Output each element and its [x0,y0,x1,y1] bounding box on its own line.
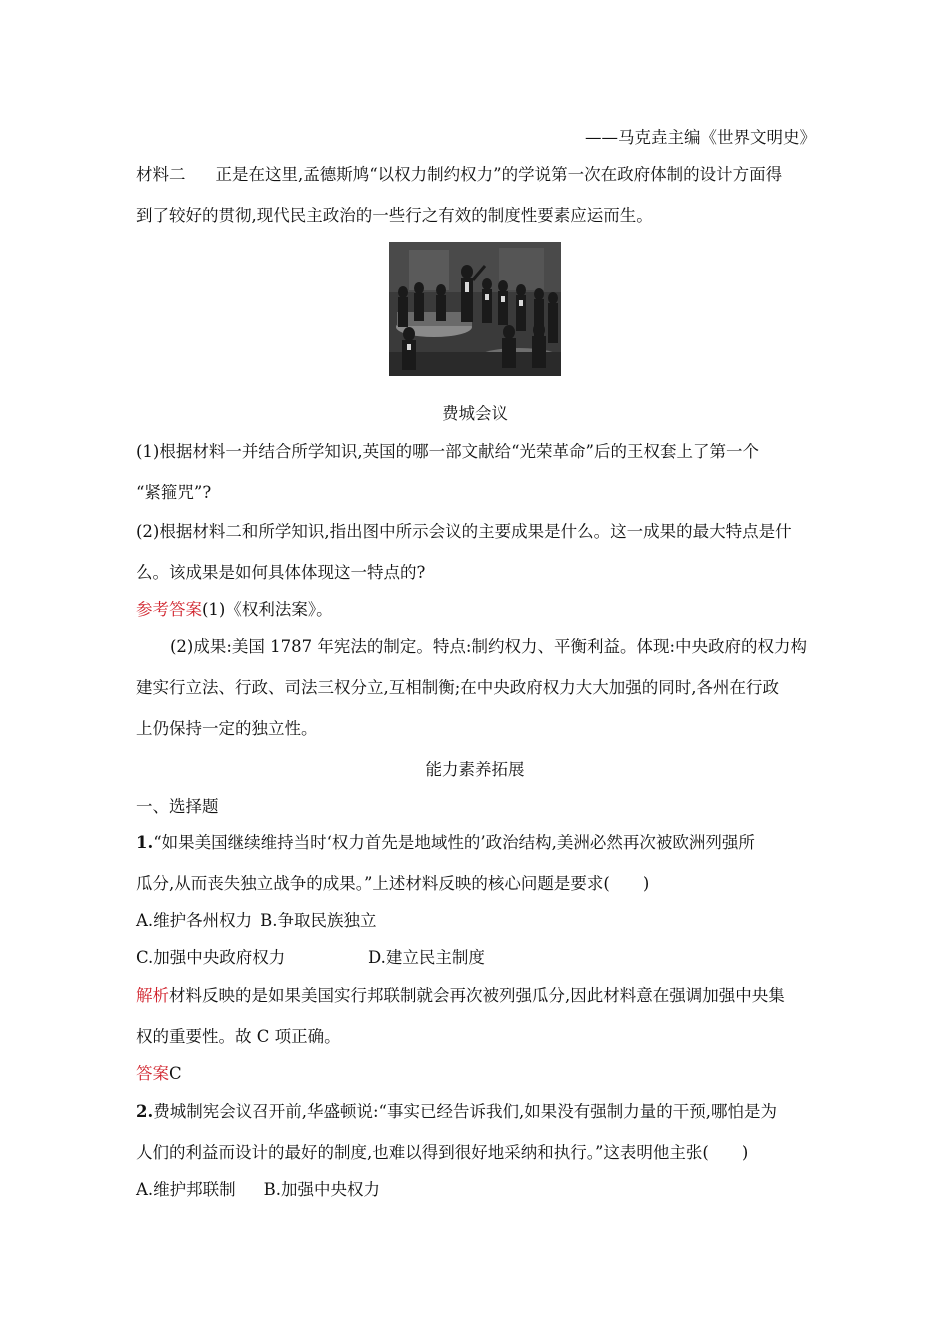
question1-line2: “紧箍咒”? [136,483,212,502]
section-title: 能力素养拓展 [425,760,525,779]
q1-options-ab [136,910,377,932]
q1-line2: 瓜分,从而丧失独立战争的成果。”上述材料反映的核心问题是要求( ) [136,874,650,893]
q2-text-1: 费城制宪会议召开前,华盛顿说:“事实已经告诉我们,如果没有强制力量的干预,哪怕是为 [153,1102,777,1121]
source-attribution: ——马克垚主编《世界文明史》 [585,128,816,147]
q1-option-b: B.争取民族独立 [260,911,377,930]
material2-line2: 到了较好的贯彻,现代民主政治的一些行之有效的制度性要素应运而生。 [136,206,653,225]
figure-caption: 费城会议 [442,404,508,423]
question2-line2: 么。该成果是如何具体体现这一特点的? [136,563,426,582]
q1-analysis-label: 解析 [136,986,169,1005]
q1-answer-value: C [169,1064,182,1083]
q2-line2: 人们的利益而设计的最好的制度,也难以得到很好地采纳和执行。”这表明他主张( ) [136,1143,749,1162]
q2-options-ab [136,1179,380,1201]
reference-answer-part2-line3: 上仍保持一定的独立性。 [136,719,318,738]
reference-answer-part1: (1)《权利法案》。 [202,600,333,619]
q1-option-d: D.建立民主制度 [368,948,485,967]
q2-number: 2. [136,1102,154,1121]
q1-line1 [136,832,755,854]
q2-line1 [136,1101,777,1123]
q2-option-a: A.维护邦联制 [136,1180,236,1199]
reference-answer-label: 参考答案 [136,600,202,619]
material2-text-1: 正是在这里,孟德斯鸠“以权力制约权力”的学说第一次在政府体制的设计方面得 [215,165,783,184]
q2-option-b: B.加强中央权力 [263,1180,381,1199]
q1-analysis-line1 [136,985,785,1007]
philadelphia-convention-image [389,242,561,376]
q1-number: 1. [136,833,154,852]
subsection-title: 一、选择题 [136,797,219,816]
material2-line1 [136,164,782,186]
q1-analysis-line2: 权的重要性。故 C 项正确。 [136,1027,341,1046]
q1-text-1: “如果美国继续维持当时‘权力首先是地域性的’政治结构,美洲必然再次被欧洲列强所 [153,833,755,852]
q1-option-a: A.维护各州权力 [136,911,253,930]
q1-option-c: C.加强中央政府权力 [136,948,286,967]
question2-line1: (2)根据材料二和所学知识,指出图中所示会议的主要成果是什么。这一成果的最大特点是什 [136,522,792,541]
reference-answer-part2-line2: 建实行立法、行政、司法三权分立,互相制衡;在中央政府权力大大加强的同时,各州在行政 [136,678,780,697]
q1-answer-line [136,1063,182,1085]
reference-answer-part2-line1: (2)成果:美国 1787 年宪法的制定。特点:制约权力、平衡利益。体现:中央政府的权力构 [170,637,808,656]
q1-answer-label: 答案 [136,1064,169,1083]
reference-answer-line [136,599,333,621]
q1-analysis-text-1: 材料反映的是如果美国实行邦联制就会再次被列强瓜分,因此材料意在强调加强中央集 [169,986,785,1005]
material2-label: 材料二 [136,165,186,184]
question1-line1: (1)根据材料一并结合所学知识,英国的哪一部文献给“光荣革命”后的王权套上了第一个 [136,442,759,461]
